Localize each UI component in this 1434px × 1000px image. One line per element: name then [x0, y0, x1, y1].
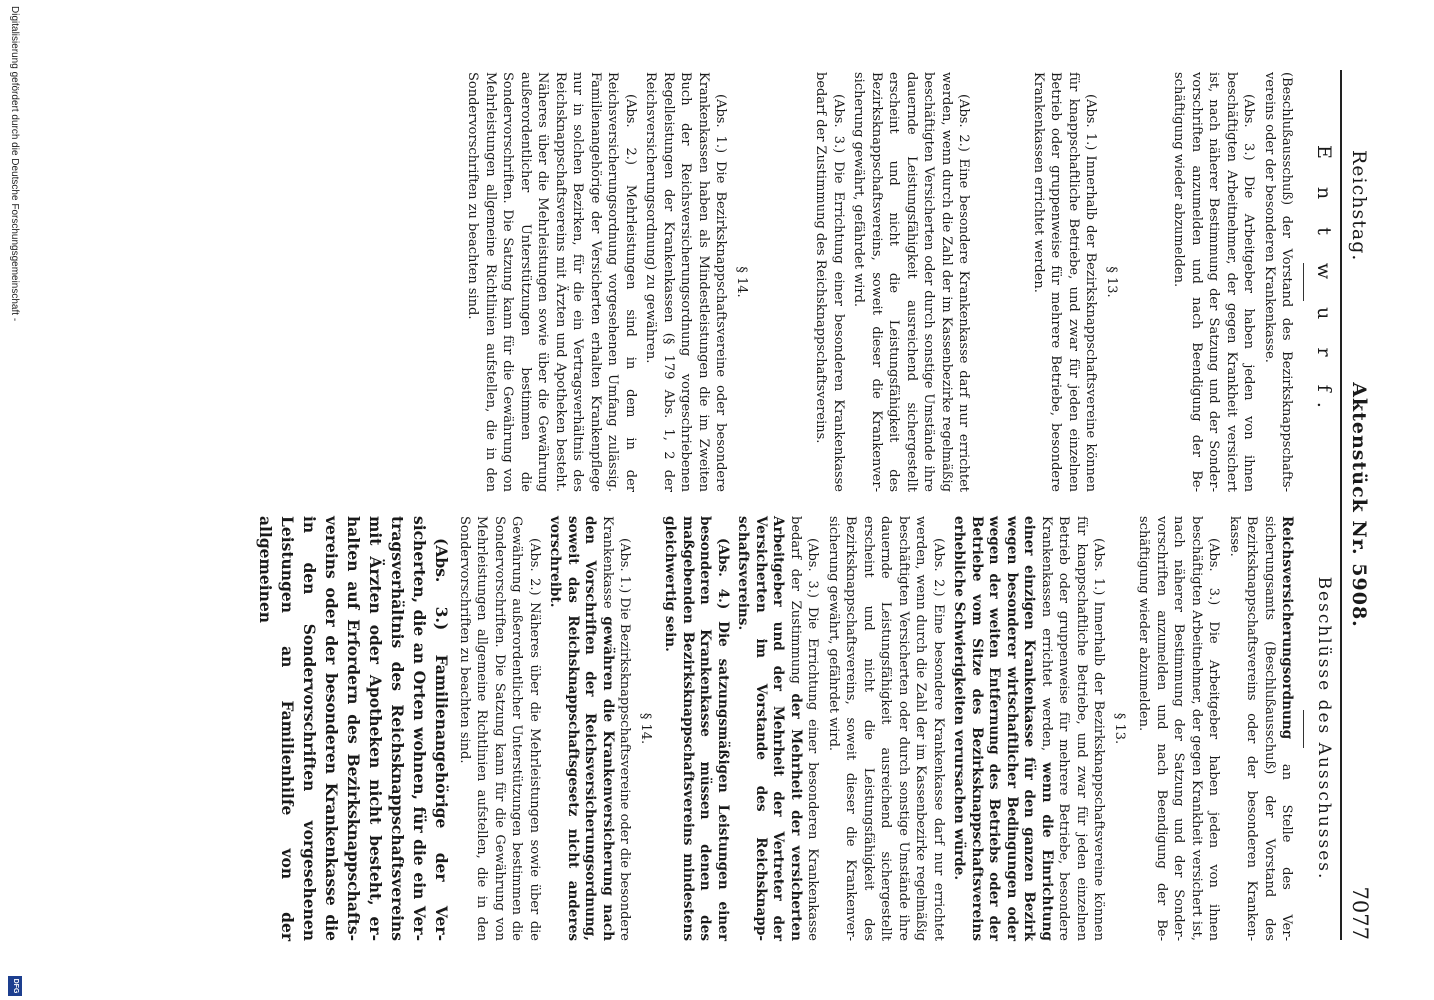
- left-column-title: E n t w u r f.: [1313, 145, 1335, 419]
- paragraph: (Abs. 3.) Die Arbeitgeber haben jeden von ihnen beschäftigten Arbeitnehmer, der gegen Krankheit versichert ist, nach näherer Bestimmung der Satzung und der Sondervorschriften anzumelden und nach Beendigung der Beschäftigung wieder abzumelden.: [1136, 516, 1222, 941]
- paragraph: (Abs. 2.) Eine besondere Krankenkasse darf nur errichtet werden, wenn durch die Zahl der im Kassenbezirke regelmäßig beschäftigten Versicherten oder durch sonstige Umstände ihre dauernde Leistungsfähigkeit ausreichend sichergestellt erscheint und nicht die Leistungsfähigkeit des Bezirksknappschaftsvereins, soweit dieser die Krankenversicherung gewährt, gefährdet wird.: [826, 516, 946, 941]
- bold-text: Reichsversicherungsordnung: [1279, 516, 1296, 740]
- paragraph: (Abs. 1.) Die Bezirksknappschaftsvereine oder besondere Krankenkassen haben als Mindestleistungen die im Zweiten Buch der Reichsversicherungsordnung vorgeschriebenen Regelleistungen der Krankenkassen (§ 179 Abs. 1, 2 der Reichsversicherungsordnung) zu gewähren.: [643, 72, 729, 492]
- page-header: [1340, 70, 1376, 940]
- paragraph: [661, 516, 731, 941]
- paragraph: (Abs. 2.) Näheres über die Mehrleistungen sowie über die Gewährung außerordentlicher Unterstützungen bestimmen die Sondervorschriften. Die Satzung kann für die Gewährung von Mehrleistungen allgemeine Richtlinien aufstellen, die in den Sondervorschriften zu beachten sind.: [457, 516, 542, 941]
- paragraph: [734, 516, 822, 941]
- section-heading: § 13.: [1112, 712, 1127, 745]
- bold-text: (Abs. 4.) Die satzungsmäßigen Leistungen einer besonderen Krankenkasse müssen denen des maßgebenden Bezirksknappschaftsvereins mindestens gleichwertig sein.: [662, 516, 731, 941]
- paragraph: (Abs. 2.) Eine besondere Krankenkasse darf nur errichtet werden, wenn durch die Zahl der im Kassenbezirke regelmäßig beschäftigten Versicherten oder durch sonstige Umstände ihre dauernde Leistungsfähigkeit ausreichend sichergestellt erscheint und nicht die Leistungsfähigkeit des Bezirksknappschaftsvereins, soweit dieser die Krankenversicherung gewährt, gefährdet wird.: [851, 72, 972, 492]
- bold-text: der Mehrheit der versicherten Arbeitgeber und der Mehrheit der Vertreter der Versicherten im Vorstande des Reichsknappschaftsvereins.: [735, 516, 804, 941]
- paragraph: [1226, 516, 1296, 941]
- section-heading: § 14.: [734, 266, 749, 298]
- paragraph: (Abs. 1.) Innerhalb der Bezirksknappschaftsvereine können für knappschaftliche Betriebe, und zwar für jeden einzelnen Betrieb oder gruppenweise für mehrere Betriebe, besondere Krankenkassen errichtet werden.: [1031, 72, 1099, 492]
- digitization-footer: [6, 0, 22, 1000]
- bold-text: gewähren die Krankenversicherung nach den Vorschriften der Reichsversicherungsordnung, soweit das Reichsknappschaftsgesetz nicht anderes vorschreibt.: [547, 516, 616, 941]
- dfg-logo: DFG: [8, 976, 22, 996]
- text: (Abs. 1.) Innerhalb der Bezirksknappschaftsvereine können für knappschaftliche Betriebe, und zwar für jeden einzelnen Betrieb oder gruppenweise für mehrere Betriebe, besondere Krankenkassen errichtet werden,: [1039, 516, 1107, 941]
- header-center: Aktenstück Nr. 5908.: [1348, 382, 1370, 628]
- paragraph: (Abs. 3.) Die Arbeitgeber haben jeden von ihnen beschäftigten Arbeitnehmer, der gegen Krankheit versichert ist, nach näherer Bestimmung der Satzung und der Sondervorschriften anzumelden und nach Beendigung der Beschäftigung wieder abzumelden.: [1171, 72, 1257, 492]
- divider: [1304, 263, 1305, 301]
- footer-text: Digitalisierung gefördert durch die Deutsche Forschungsgemeinschaft -: [9, 6, 20, 322]
- section-heading: § 13.: [1104, 266, 1119, 298]
- section-heading: § 14.: [638, 712, 653, 745]
- divider: [1304, 710, 1305, 748]
- paragraph: [255, 516, 453, 941]
- spacer: [757, 72, 809, 492]
- bold-text: (Abs. 3.) Familienangehörige der Versicherten, die an Orten wohnen, für die ein Vertragsverhältnis des Reichsknappschaftsvereins mit Ärzten oder Apotheken nicht besteht, erhalten auf Erfordern des Bezirksknappschaftsvereins oder der besonderen Krankenkasse die in den Sondervorschriften vorgesehenen Leistungen an Familienhilfe von der allgemeinen: [256, 516, 452, 941]
- spacer: [1127, 72, 1167, 492]
- paragraph: (Abs. 2.) Mehrleistungen sind in dem in der Reichsversicherungsordnung vorgesehenen Umfang zulässig. Familienangehörige der Versicherten erhalten Krankenpflege nur in solchen Bezirken, für die ein Vertragsverhältnis des Reichsknappschaftsvereins mit Ärzten und Apotheken besteht. Näheres über die Mehrleistungen sowie über die Gewährung außerordentlicher Unterstützungen bestimmen die Sondervorschriften. Die Satzung kann für die Gewährung von Mehrleistungen allgemeine Richtlinien aufstellen, die in den Sondervorschriften zu beachten sind.: [465, 72, 638, 492]
- right-column: [252, 516, 1337, 941]
- bold-text: wenn die Einrichtung einer einzigen Krankenkasse für den ganzen Bezirk wegen besonderer wirtschaftlicher Bedingungen oder wegen der weiten Entfernung des Betriebs oder der Betriebe vom Sitze des Bezirksknappschaftsvereins erhebliche Schwierigkeiten verursachen würde.: [951, 516, 1055, 941]
- paragraph: [546, 516, 634, 941]
- header-left: Reichstag.: [1348, 150, 1370, 262]
- right-column-title: Beschlüsse des Ausschusses.: [1314, 576, 1334, 881]
- text: an Stelle des Versicherungsamts (Beschlußausschuß) der Vorstand des Bezirksknappschaftsvereins oder der besonderen Krankenkasse.: [1227, 516, 1295, 941]
- paragraph: (Beschlußausschuß) der Vorstand des Bezirksknappschaftsvereins oder der besonderen Krankenkasse.: [1262, 72, 1295, 492]
- page-number: 7077: [1348, 886, 1372, 940]
- spacer: [973, 72, 1027, 492]
- paragraph: (Abs. 3.) Die Errichtung einer besonderen Krankenkasse bedarf der Zustimmung des Reichsknappschaftsvereins.: [813, 72, 846, 492]
- paragraph: [950, 516, 1108, 941]
- text: (Abs. 3.) Die Errichtung einer besonderen Krankenkasse bedarf der Zustimmung: [788, 516, 821, 941]
- left-column: [461, 72, 1336, 492]
- text: (Abs. 1.) Die Bezirksknappschaftsvereine oder die besondere Krankenkasse: [600, 516, 633, 941]
